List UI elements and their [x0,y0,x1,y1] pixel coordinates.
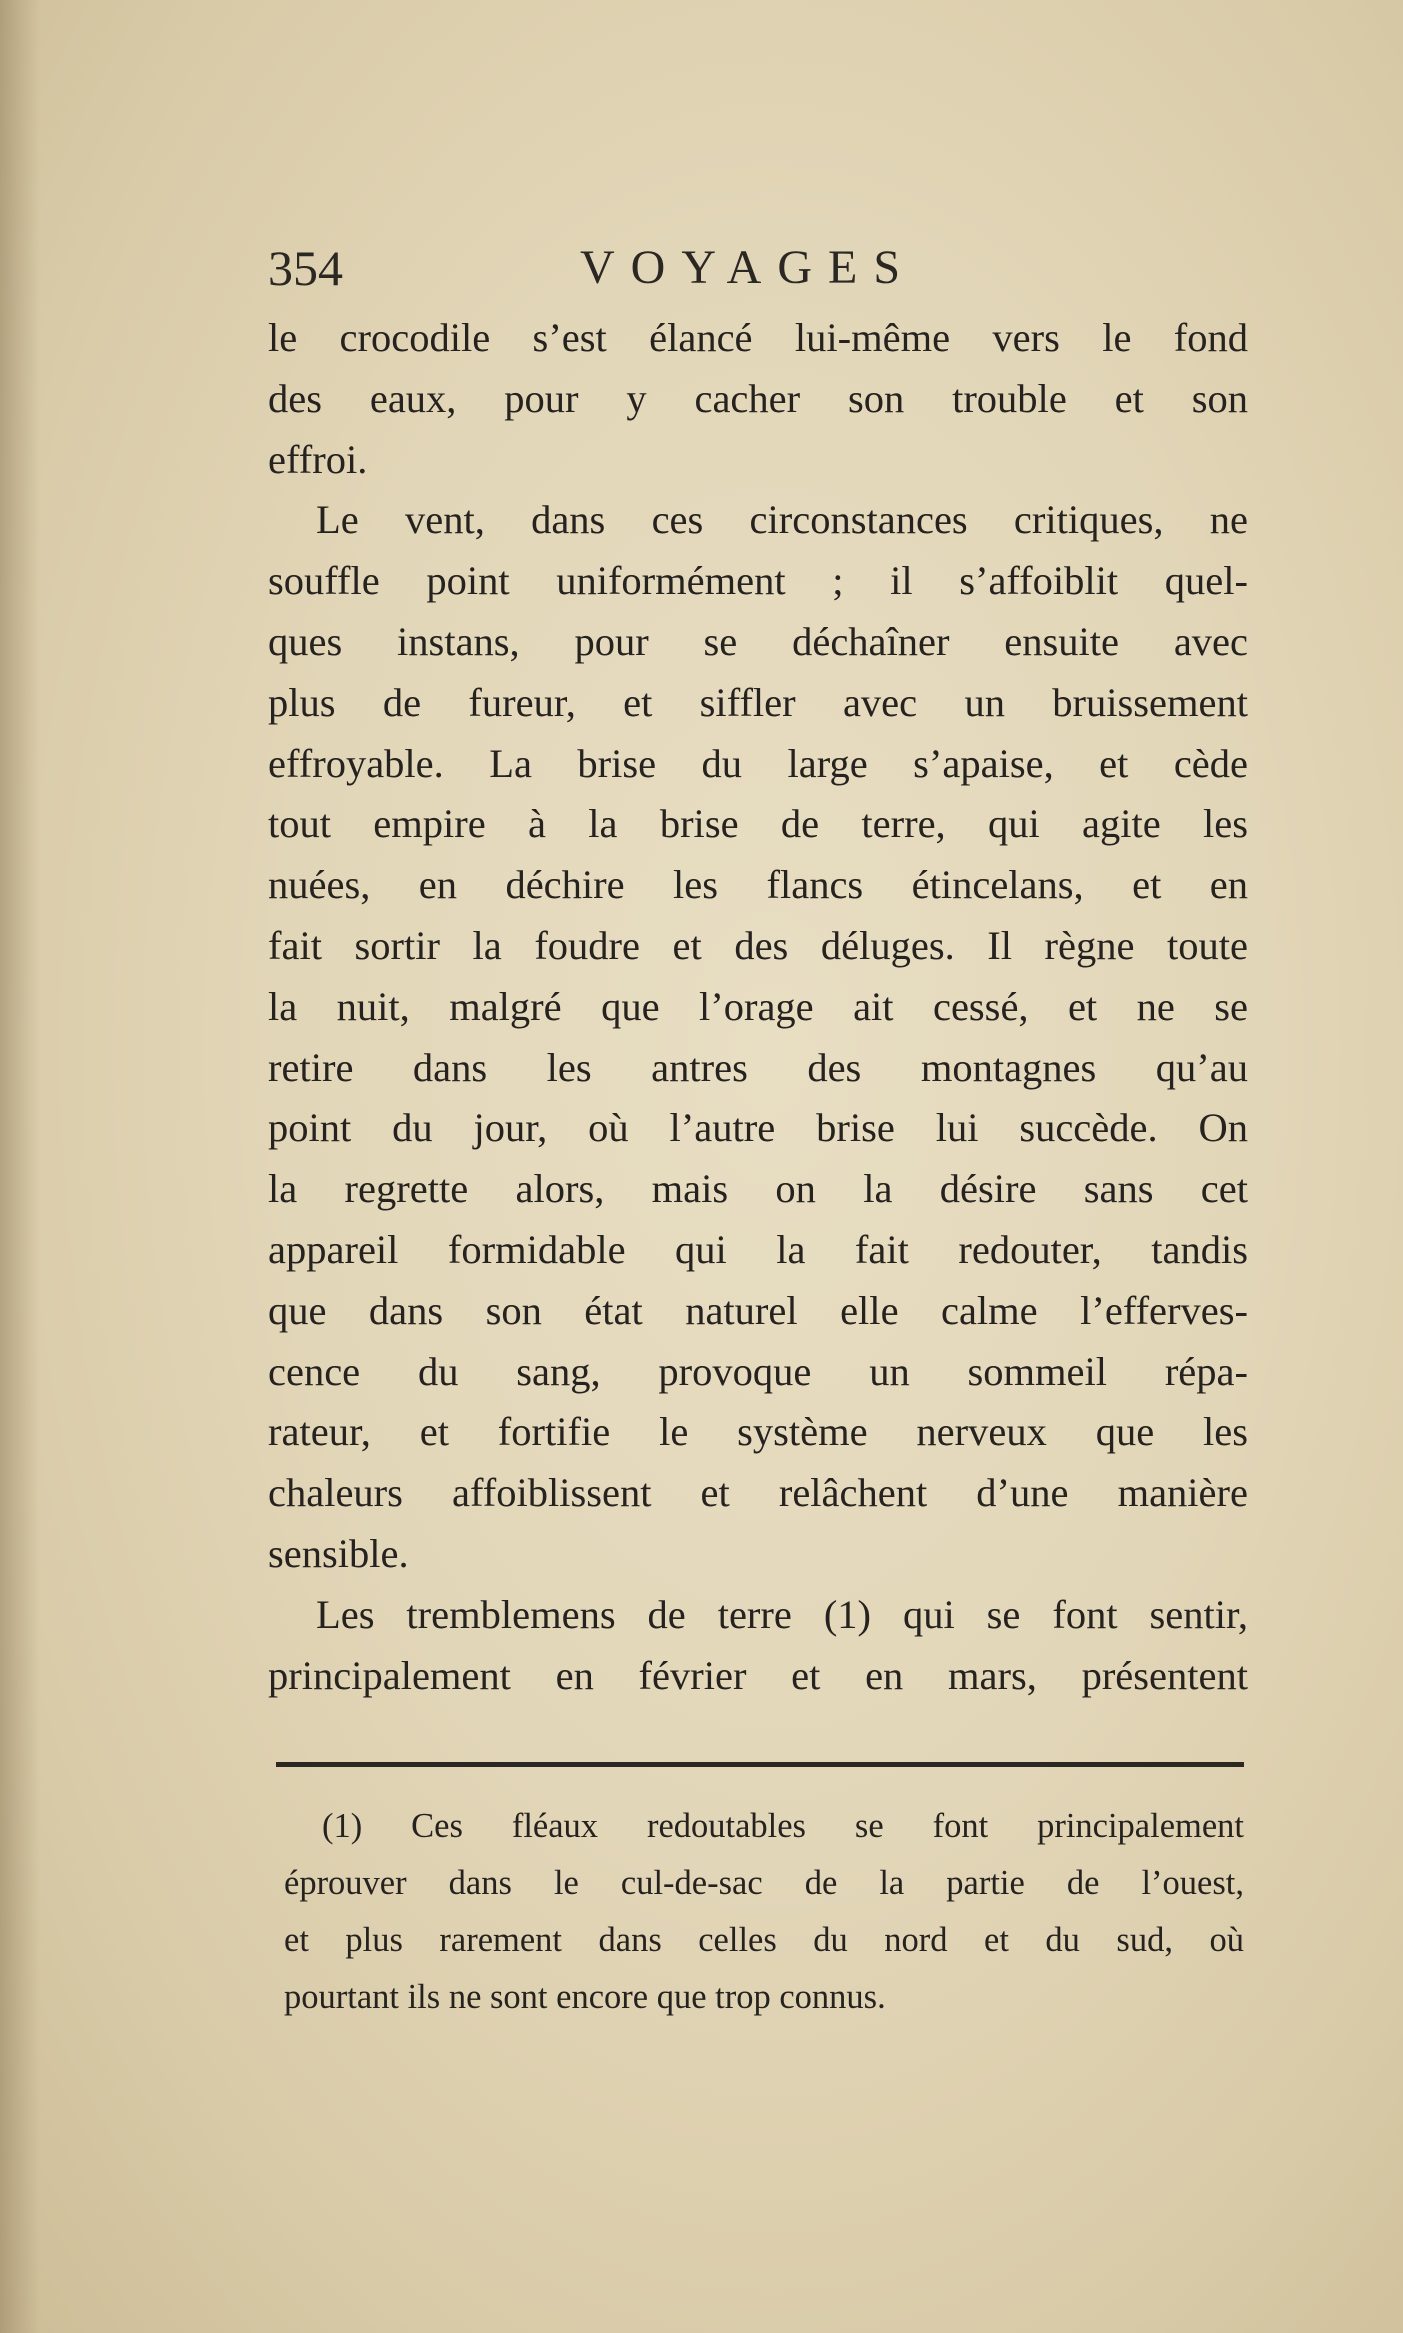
text-line: principalement en février et en mars, présentent [268,1652,1248,1698]
text-line: point du jour, où l’autre brise lui succède. On [268,1105,1248,1151]
text-line: sensible. [268,1530,409,1576]
footnote-line: pourtant ils ne sont encore que trop connus. [284,1978,886,2016]
text-line: effroyable. La brise du large s’apaise, et cède [268,740,1248,786]
text-line: que dans son état naturel elle calme l’efferves- [268,1287,1248,1333]
text-line: Le vent, dans ces circonstances critiques, ne [316,497,1248,543]
running-head: VOYAGES [580,241,917,294]
page-number: 354 [268,240,343,296]
text-line: souffle point uniformément ; il s’affoiblit quel- [268,558,1248,604]
footnote [284,1798,1244,2026]
footnote-line: (1) Ces fléaux redoutables se font principalement [322,1807,1244,1845]
text-line: ques instans, pour se déchaîner ensuite avec [268,618,1248,664]
page-header [268,238,1248,308]
text-line: cence du sang, provoque un sommeil répa- [268,1348,1248,1394]
text-line: rateur, et fortifie le système nerveux que les [268,1409,1248,1455]
text-line: Les tremblemens de terre (1) qui se font sentir, [316,1591,1248,1637]
text-line: le crocodile s’est élancé lui-même vers le fond [268,315,1248,360]
page-edge-shadow [0,0,40,2333]
body-text [268,308,1248,1706]
text-line: chaleurs affoiblissent et relâchent d’une manière [268,1470,1248,1516]
text-line: retire dans les antres des montagnes qu’au [268,1044,1248,1090]
text-line: des eaux, pour y cacher son trouble et son [268,375,1248,421]
footnote-separator-rule [276,1762,1244,1767]
text-line: fait sortir la foudre et des déluges. Il règne toute [268,922,1248,968]
text-line: la nuit, malgré que l’orage ait cessé, et ne se [268,983,1248,1029]
footnote-line: et plus rarement dans celles du nord et du sud, où [284,1921,1244,1959]
footnote-line: éprouver dans le cul-de-sac de la partie de l’ouest, [284,1864,1244,1902]
text-line: appareil formidable qui la fait redouter, tandis [268,1226,1248,1272]
text-line: nuées, en déchire les flancs étincelans, et en [268,862,1248,908]
text-line: tout empire à la brise de terre, qui agite les [268,801,1248,847]
text-line: effroi. [268,436,368,482]
text-line: plus de fureur, et siffler avec un bruissement [268,679,1248,725]
text-line: la regrette alors, mais on la désire sans cet [268,1166,1248,1212]
